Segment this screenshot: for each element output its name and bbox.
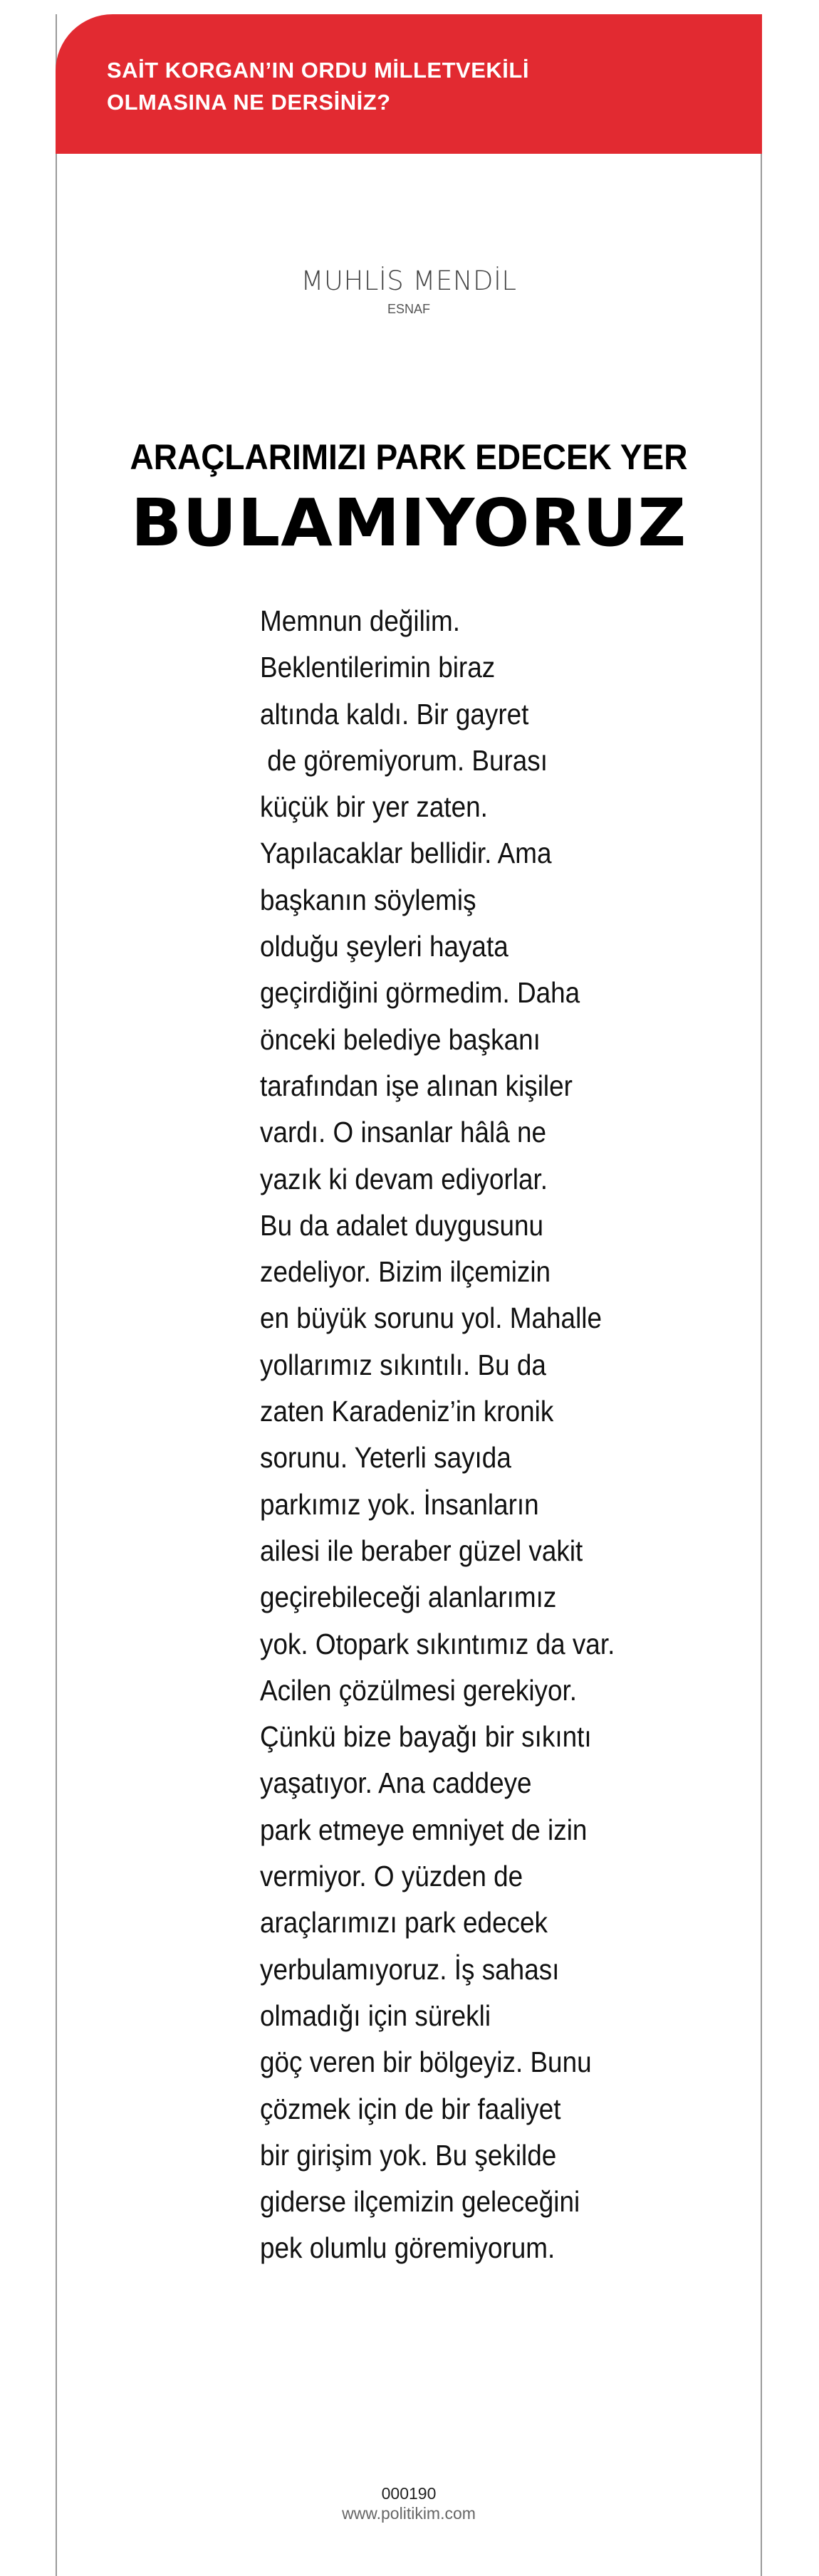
body-line: vardı. O insanlar hâlâ ne [260,1116,547,1149]
body-line: Çünkü bize bayağı bir sıkıntı [260,1720,592,1754]
body-line: yollarımız sıkıntılı. Bu da [260,1348,546,1381]
body-line: bir girişim yok. Bu şekilde [260,2138,557,2172]
author-block [56,265,762,318]
body-text [260,598,659,2272]
body-line: pek olumlu göremiyorum. [260,2231,555,2265]
body-line: Beklentilerimin biraz [260,651,496,684]
body-line: en büyük sorunu yol. Mahalle [260,1302,602,1335]
body-line: Yapılacaklar bellidir. Ama [260,837,552,870]
body-line: olmadığı için sürekli [260,1999,491,2032]
banner-line-2: OLMASINA NE DERSİNİZ? [107,90,391,115]
body-line: geçirdiğini görmedim. Daha [260,976,580,1010]
question-banner [56,14,762,154]
body-line: zaten Karadeniz’in kronik [260,1395,554,1428]
headline-main: BULAMIYORUZ [130,485,687,561]
headline-top: ARAÇLARIMIZI PARK EDECEK YER [130,437,688,477]
body-line: parkımız yok. İnsanların [260,1487,539,1521]
body-line: başkanın söylemiş [260,883,476,916]
body-line: önceki belediye başkanı [260,1022,541,1056]
author-name: MUHLİS MENDİL [301,266,517,296]
body-line: tarafından işe alınan kişiler [260,1069,573,1102]
footer-code: 000190 [381,2484,437,2503]
body-line: yerbulamıyoruz. İş sahası [260,1952,560,1986]
footer [56,2483,762,2523]
body-line: göç veren bir bölgeyiz. Bunu [260,2046,592,2079]
body-line: altında kaldı. Bir gayret [260,697,529,731]
body-line: yazık ki devam ediyorlar. [260,1162,548,1195]
body-line: çözmek için de bir faaliyet [260,2092,561,2125]
body-line: giderse ilçemizin geleceğini [260,2185,580,2219]
body-line: zedeliyor. Bizim ilçemizin [260,1255,551,1289]
body-line: küçük bir yer zaten. [260,790,488,824]
body-line: yok. Otopark sıkıntımız da var. [260,1627,615,1660]
body-line: ailesi ile beraber güzel vakit [260,1534,583,1567]
body-line: yaşatıyor. Ana caddeye [260,1766,532,1800]
body-line: geçirebileceği alanlarımız [260,1581,557,1614]
body-line: araçlarımızı park edecek [260,1906,548,1939]
body-line: olduğu şeyleri hayata [260,930,508,963]
author-role: ESNAF [387,302,430,316]
body-line: vermiyor. O yüzden de [260,1860,523,1893]
body-line: Memnun değilim. [260,604,460,637]
footer-url: www.politikim.com [342,2504,476,2523]
body-line: Acilen çözülmesi gerekiyor. [260,1673,578,1707]
banner-line-1: SAİT KORGAN’IN ORDU MİLLETVEKİLİ [107,58,529,83]
body-line: sorunu. Yeterli sayıda [260,1441,511,1475]
body-line: park etmeye emniyet de izin [260,1813,588,1846]
body-line: Bu da adalet duygusunu [260,1208,544,1242]
body-line: de göremiyorum. Burası [260,743,548,777]
